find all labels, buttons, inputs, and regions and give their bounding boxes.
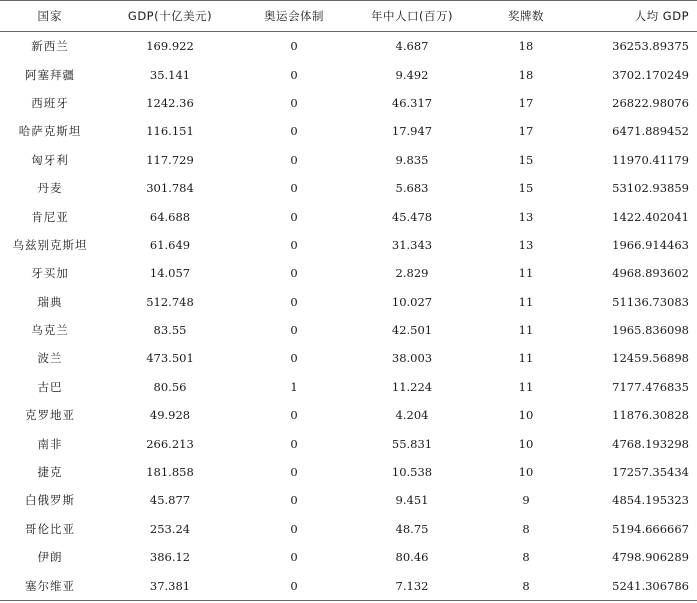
cell-population: 55.831 [391,436,433,451]
cell-country: 乌克兰 [31,323,69,338]
cell-gdp: 473.501 [146,351,194,366]
cell-olympic-system: 0 [290,39,298,54]
table-row [0,344,697,372]
cell-gdp: 64.688 [149,209,191,224]
cell-country: 哥伦比亚 [25,521,75,536]
cell-population: 2.829 [395,266,429,281]
cell-medals: 8 [476,571,576,600]
cell-olympic-system: 0 [290,436,298,451]
cell-gdp: 169.922 [146,39,194,54]
cell-gdp: 301.784 [146,181,194,196]
cell-gdp-per-capita: 6471.889452 [612,124,689,139]
cell-gdp-per-capita: 26822.98076 [612,95,689,110]
cell-country: 牙买加 [31,266,69,281]
cell-olympic-system: 0 [290,294,298,309]
cell-gdp-per-capita: 4798.906289 [612,550,689,565]
cell-gdp: 1242.36 [146,95,194,110]
cell-gdp: 386.12 [149,550,191,565]
cell-medals: 17 [518,95,534,110]
cell-country: 古巴 [37,379,63,394]
cell-olympic-system: 0 [290,237,298,252]
cell-population: 4.204 [395,408,429,423]
cell-gdp-per-capita: 36253.89375 [612,39,689,54]
cell-gdp: 116.151 [146,124,194,139]
cell-population: 42.501 [391,323,433,338]
cell-gdp: 253.24 [149,521,191,536]
cell-population: 4.687 [395,39,429,54]
cell-gdp-per-capita: 5194.666667 [612,521,689,536]
cell-olympic-system: 0 [290,408,298,423]
cell-country: 肯尼亚 [31,209,69,224]
table-row [0,60,697,88]
header-population: 年中人口(百万) [348,1,476,32]
cell-medals: 18 [518,67,534,82]
cell-country: 乌兹别克斯坦 [12,237,88,252]
table-row [0,231,697,259]
header-gdp-per-capita: 人均 GDP [576,1,697,32]
cell-olympic-system: 0 [290,209,298,224]
table-body [0,32,697,601]
table-row [0,174,697,202]
cell-country: 匈牙利 [31,152,69,167]
cell-gdp-per-capita: 4768.193298 [612,436,689,451]
cell-olympic-system: 0 [290,124,298,139]
table-row [0,89,697,117]
cell-gdp: 37.381 [100,571,240,600]
cell-gdp: 45.877 [149,493,191,508]
cell-olympic-system: 0 [290,67,298,82]
cell-population: 10.027 [391,294,433,309]
cell-country: 哈萨克斯坦 [18,124,82,139]
cell-population: 7.132 [348,571,476,600]
cell-medals: 15 [518,181,534,196]
table-row [0,571,697,600]
cell-gdp: 61.649 [149,237,191,252]
cell-country: 塞尔维亚 [0,571,100,600]
cell-medals: 13 [518,237,534,252]
cell-medals: 18 [518,39,534,54]
table-row [0,146,697,174]
cell-population: 11.224 [391,379,433,394]
cell-olympic-system: 0 [290,351,298,366]
cell-gdp-per-capita: 11970.41179 [612,152,689,167]
table-row [0,259,697,287]
cell-medals: 8 [522,521,530,536]
cell-medals: 10 [518,465,534,480]
cell-medals: 17 [518,124,534,139]
cell-population: 9.451 [395,493,429,508]
table-row [0,32,697,61]
cell-country: 新西兰 [31,39,69,54]
cell-gdp: 512.748 [146,294,194,309]
cell-population: 5.683 [395,181,429,196]
cell-medals: 9 [522,493,530,508]
cell-population: 46.317 [391,95,433,110]
cell-gdp-per-capita: 51136.73083 [612,294,689,309]
cell-population: 80.46 [395,550,429,565]
cell-medals: 13 [518,209,534,224]
cell-population: 9.835 [395,152,429,167]
cell-medals: 11 [518,294,534,309]
table-row [0,202,697,230]
cell-gdp: 49.928 [149,408,191,423]
cell-population: 45.478 [391,209,433,224]
header-medals: 奖牌数 [476,1,576,32]
cell-gdp-per-capita: 53102.93859 [612,181,689,196]
cell-gdp: 181.858 [146,465,194,480]
cell-medals: 11 [518,266,534,281]
cell-country: 波兰 [37,351,63,366]
table-row [0,515,697,543]
cell-country: 伊朗 [37,550,63,565]
cell-population: 10.538 [391,465,433,480]
cell-country: 西班牙 [31,95,69,110]
table-row [0,288,697,316]
cell-gdp-per-capita: 1966.914463 [612,237,689,252]
cell-gdp: 35.141 [149,67,191,82]
cell-medals: 11 [518,323,534,338]
header-gdp: GDP(十亿美元) [100,1,240,32]
cell-olympic-system: 0 [290,323,298,338]
cell-olympic-system: 0 [290,95,298,110]
header-olympic-system: 奥运会体制 [240,1,348,32]
cell-country: 瑞典 [37,294,63,309]
table-row [0,429,697,457]
cell-olympic-system: 1 [290,379,298,394]
cell-gdp: 83.55 [153,323,187,338]
table-row [0,373,697,401]
cell-gdp-per-capita: 7177.476835 [612,379,689,394]
cell-population: 17.947 [391,124,433,139]
header-row [0,1,697,32]
cell-gdp-per-capita: 11876.30828 [612,408,689,423]
cell-olympic-system: 0 [290,493,298,508]
cell-olympic-system: 0 [290,521,298,536]
cell-medals: 8 [522,550,530,565]
cell-olympic-system: 0 [290,152,298,167]
table-row [0,117,697,145]
cell-gdp-per-capita: 4968.893602 [612,266,689,281]
cell-gdp: 14.057 [149,266,191,281]
cell-gdp-per-capita: 1965.836098 [612,323,689,338]
cell-population: 38.003 [391,351,433,366]
cell-gdp-per-capita: 3702.170249 [612,67,689,82]
cell-country: 丹麦 [37,181,63,196]
cell-gdp: 266.213 [146,436,194,451]
table-row [0,401,697,429]
table-row [0,543,697,571]
cell-medals: 15 [518,152,534,167]
table-header [0,1,697,32]
cell-population: 31.343 [391,237,433,252]
cell-gdp-per-capita: 4854.195323 [612,493,689,508]
cell-medals: 11 [518,379,534,394]
cell-country: 阿塞拜疆 [25,67,75,82]
cell-country: 克罗地亚 [25,408,75,423]
cell-olympic-system: 0 [290,465,298,480]
cell-gdp-per-capita: 12459.56898 [612,351,689,366]
table-row [0,316,697,344]
cell-country: 白俄罗斯 [25,493,75,508]
header-country: 国家 [0,1,100,32]
cell-medals: 11 [518,351,534,366]
cell-medals: 10 [518,408,534,423]
cell-country: 捷克 [37,465,63,480]
cell-olympic-system: 0 [290,550,298,565]
cell-gdp-per-capita: 17257.35434 [612,465,689,480]
cell-medals: 10 [518,436,534,451]
table-row [0,486,697,514]
cell-population: 9.492 [395,67,429,82]
cell-gdp: 80.56 [153,379,187,394]
cell-olympic-system: 0 [290,181,298,196]
cell-gdp: 117.729 [146,152,194,167]
cell-gdp-per-capita: 5241.306786 [576,571,697,600]
table-row [0,458,697,486]
cell-olympic-system: 0 [240,571,348,600]
cell-gdp-per-capita: 1422.402041 [612,209,689,224]
cell-olympic-system: 0 [290,266,298,281]
cell-country: 南非 [37,436,63,451]
cell-population: 48.75 [395,521,429,536]
